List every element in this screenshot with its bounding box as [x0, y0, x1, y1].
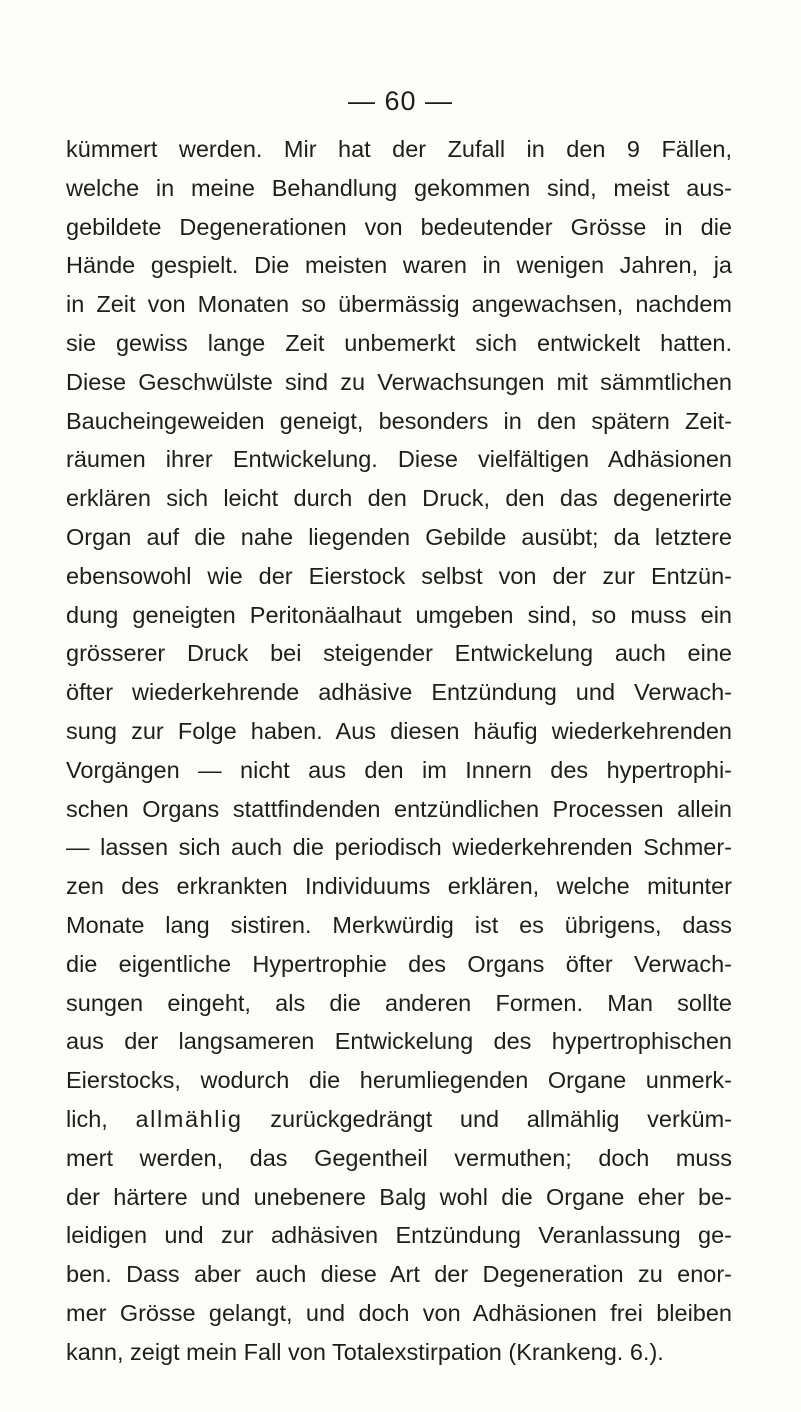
text-line: räumen ihrer Entwickelung. Diese vielfältigen Adhäsionen	[66, 446, 732, 473]
text-line: sung zur Folge haben. Aus diesen häufig wiederkehrenden	[66, 717, 732, 744]
text-line: öfter wiederkehrende adhäsive Entzündung und Verwach-	[66, 679, 732, 706]
line-segment: lich,	[66, 1105, 136, 1132]
text-line-emphasis	[66, 1100, 732, 1139]
text-line: mert werden, das Gegentheil vermuthen; doch muss	[66, 1144, 732, 1171]
text-line: zen des erkrankten Individuums erklären, welche mitunter	[66, 873, 732, 900]
text-line: ebensowohl wie der Eierstock selbst von der zur Entzün-	[66, 562, 732, 589]
text-line: mer Grösse gelangt, und doch von Adhäsionen frei bleiben	[66, 1299, 732, 1326]
emphasized-word: allmählig	[135, 1105, 243, 1132]
text-line: dung geneigten Peritonäalhaut umgeben sind, so muss ein	[66, 601, 732, 628]
text-line: sie gewiss lange Zeit unbemerkt sich entwickelt hatten.	[66, 329, 732, 356]
text-line: Monate lang sistiren. Merkwürdig ist es übrigens, dass	[66, 911, 732, 938]
text-line: die eigentliche Hypertrophie des Organs öfter Verwach-	[66, 950, 732, 977]
text-line: kümmert werden. Mir hat der Zufall in den 9 Fällen,	[66, 136, 732, 162]
text-line: kann, zeigt mein Fall von Totalexstirpation (Krankeng. 6.).	[66, 1338, 664, 1365]
text-line: erklären sich leicht durch den Druck, den das degenerirte	[66, 485, 732, 512]
text-line: der härtere und unebenere Balg wohl die Organe eher be-	[66, 1183, 732, 1210]
text-line: Baucheingeweiden geneigt, besonders in den spätern Zeit-	[66, 407, 732, 434]
text-line: schen Organs stattfindenden entzündlichen Processen allein	[66, 795, 732, 822]
text-line: gebildete Degenerationen von bedeutender Grösse in die	[66, 213, 732, 240]
text-line: Vorgängen — nicht aus den im Innern des hypertrophi-	[66, 756, 732, 783]
text-line: aus der langsameren Entwickelung des hypertrophischen	[66, 1028, 732, 1055]
text-line: ben. Dass aber auch diese Art der Degeneration zu enor-	[66, 1261, 732, 1288]
text-line: — lassen sich auch die periodisch wiederkehrenden Schmer-	[66, 834, 732, 861]
text-line: Hände gespielt. Die meisten waren in wenigen Jahren, ja	[66, 252, 732, 279]
body-text	[66, 130, 732, 1372]
text-line: Eierstocks, wodurch die herumliegenden Organe unmerk-	[66, 1067, 732, 1094]
text-line: sungen eingeht, als die anderen Formen. Man sollte	[66, 989, 732, 1016]
text-line: welche in meine Behandlung gekommen sind, meist aus-	[66, 174, 732, 201]
text-line: leidigen und zur adhäsiven Entzündung Veranlassung ge-	[66, 1222, 732, 1249]
text-line: in Zeit von Monaten so übermässig angewachsen, nachdem	[66, 291, 732, 318]
page-number: — 60 —	[347, 86, 454, 116]
text-line: Diese Geschwülste sind zu Verwachsungen mit sämmtlichen	[66, 368, 732, 395]
text-line: Organ auf die nahe liegenden Gebilde ausübt; da letztere	[66, 523, 732, 550]
text-line: grösserer Druck bei steigender Entwickelung auch eine	[66, 640, 732, 667]
line-segment: zurückgedrängt und allmählig verküm-	[242, 1105, 732, 1132]
